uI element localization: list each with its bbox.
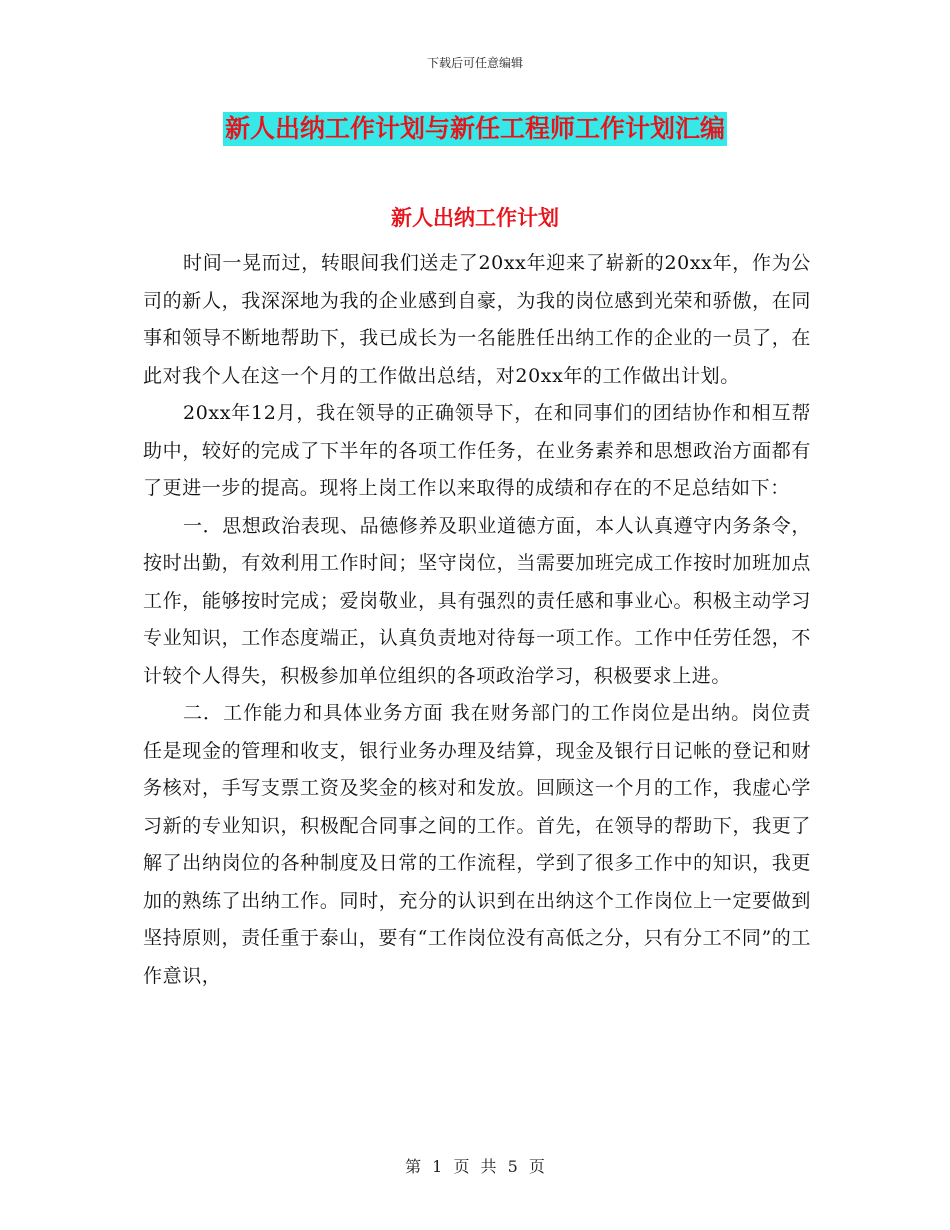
document-title [0, 112, 950, 146]
header-note: 下载后可任意编辑 [426, 56, 523, 70]
paragraph-intro: 时间一晃而过，转眼间我们送走了20xx年迎来了崭新的20xx年，作为公司的新人，我深深地为我的企业感到自豪，为我的岗位感到光荣和骄傲，在同事和领导不断地帮助下，我已成长为一名能胜任出纳工作的企业的一员了，在此对我个人在这一个月的工作做出总结，对20xx年的工作做出计划。 [143, 252, 811, 387]
paragraph-section-one: 一．思想政治表现、品德修养及职业道德方面，本人认真遵守内务条令，按时出勤，有效利用工作时间；坚守岗位，当需要加班完成工作按时加班加点工作，能够按时完成；爱岗敬业，具有强烈的责任感和事业心。积极主动学习专业知识，工作态度端正，认真负责地对待每一项工作。工作中任劳任怨，不计较个人得失，积极参加单位组织的各项政治学习，积极要求上进。 [143, 514, 811, 687]
document-title-text: 新人出纳工作计划与新任工程师工作计划汇编 [223, 112, 727, 146]
section-title: 新人出纳工作计划 [391, 206, 559, 230]
paragraph-summary: 20xx年12月，我在领导的正确领导下，在和同事们的团结协作和相互帮助中，较好的完成了下半年的各项工作任务，在业务素养和思想政治方面都有了更进一步的提高。现将上岗工作以来取得的成绩和存在的不足总结如下： [143, 402, 811, 499]
page-footer: 第 1 页 共 5 页 [405, 1157, 545, 1176]
body-text [143, 245, 811, 995]
paragraph-section-two: 二．工作能力和具体业务方面 我在财务部门的工作岗位是出纳。岗位责任是现金的管理和收支，银行业务办理及结算，现金及银行日记帐的登记和财务核对，手写支票工资及奖金的核对和发放。回顾这一个月的工作，我虚心学习新的专业知识，积极配合同事之间的工作。首先，在领导的帮助下，我更了解了出纳岗位的各种制度及日常的工作流程，学到了很多工作中的知识，我更加的熟练了出纳工作。同时，充分的认识到在出纳这个工作岗位上一定要做到坚持原则，责任重于泰山，要有“工作岗位没有高低之分，只有分工不同”的工作意识， [143, 702, 811, 987]
